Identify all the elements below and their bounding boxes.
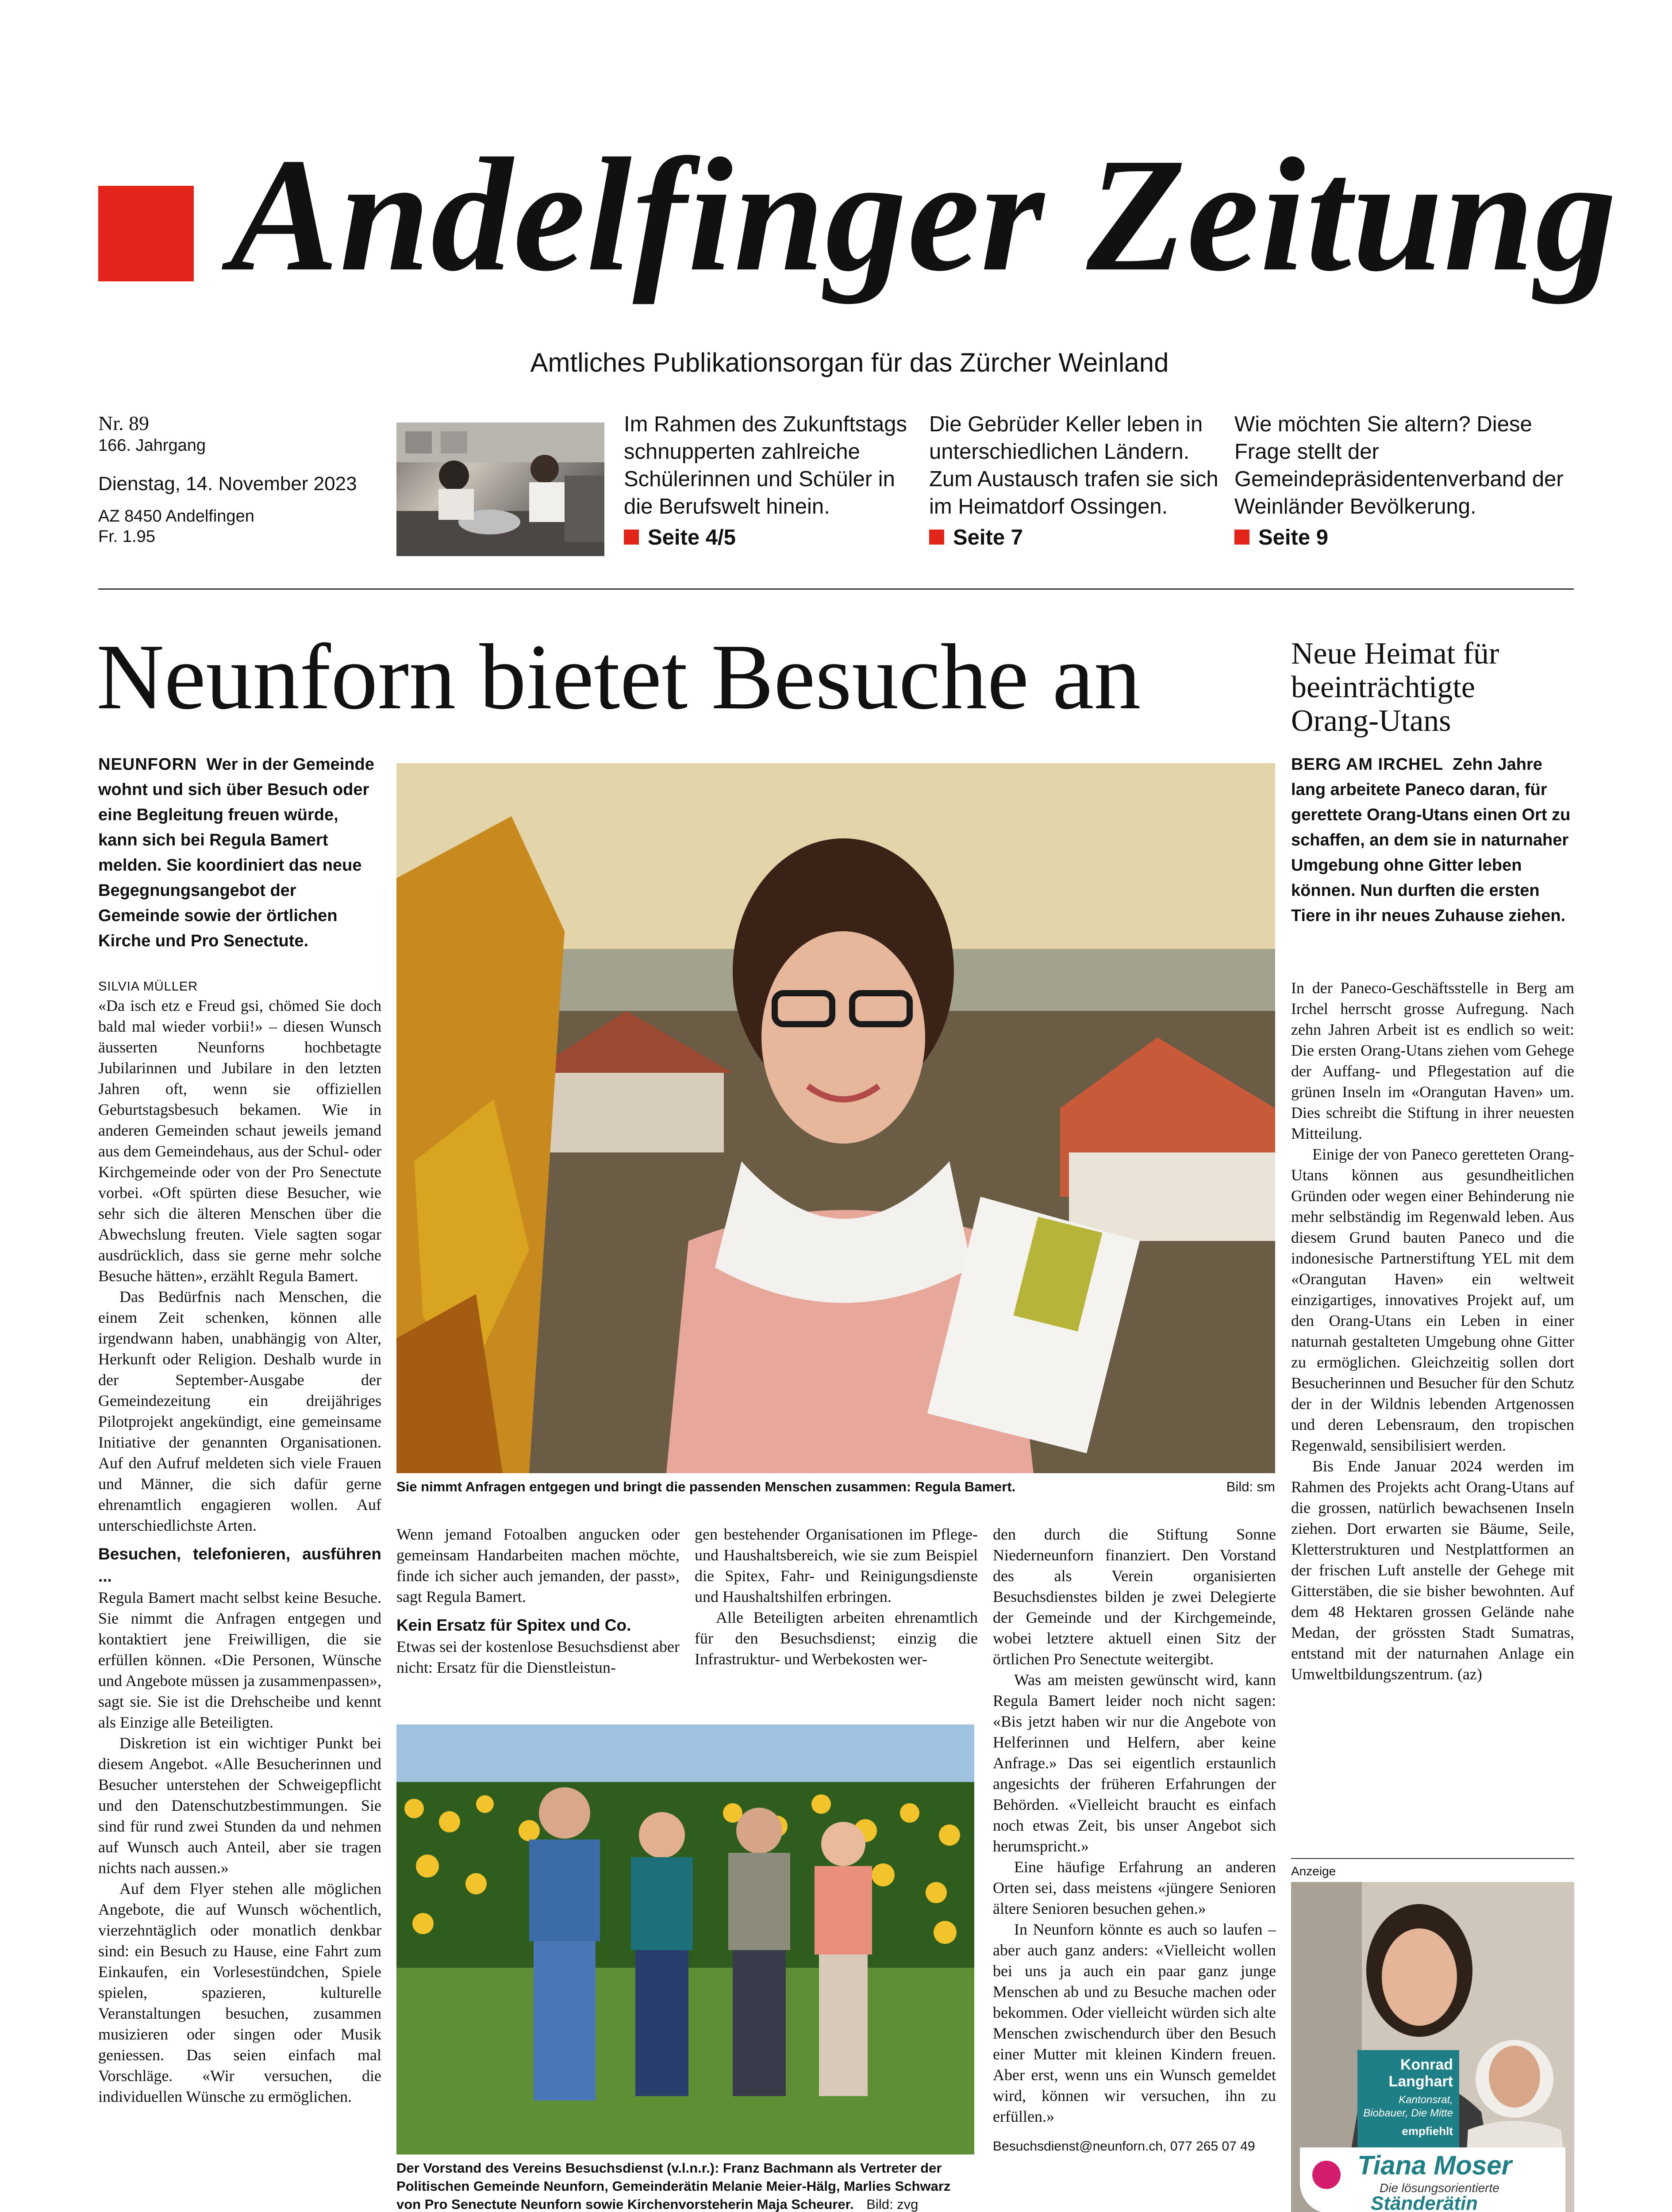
teaser-3[interactable] xyxy=(1234,411,1571,551)
masthead-title: Andelfinger Zeitung xyxy=(230,124,1618,305)
main-photo-regula-bamert[interactable] xyxy=(396,763,1275,1473)
main-dateline: NEUNFORN xyxy=(98,755,197,774)
red-square-icon xyxy=(929,530,944,545)
masthead-red-square xyxy=(98,186,194,281)
portrait-scene-icon xyxy=(396,763,1275,1473)
teaser-1-page-label: Seite 4/5 xyxy=(648,526,736,549)
ad-office: Ständerätin xyxy=(1371,2193,1478,2212)
ad-tiana-moser[interactable] xyxy=(1291,1882,1574,2212)
photo-vorstand-credit: Bild: zvg xyxy=(866,2197,919,2212)
kitchen-scene-icon xyxy=(396,422,604,556)
main-col4-p2: Was am meisten gewünscht wird, kann Regula Bamert leider noch nicht sagen: «Bis jetzt haben wir nur die Angebote von Helferinnen und Helfern, aber keine Anfrage.» Das sei eigentlich erstaunlich angesichts der früheren Erfahrungen der Behörden. «Vielleicht braucht es einfach noch etwas Zeit, bis unser Angebot sich herumspricht.» xyxy=(993,1671,1276,1855)
ad-candidate-box xyxy=(1300,2147,1565,2212)
ad-endorser-panel xyxy=(1357,2050,1459,2147)
main-col4-p1: den durch die Stiftung Sonne Niederneunforn finanziert. Den Vorstand des als Verein organisierten Besuchsdienstes bilden je zwei Delegierte der Gemeinde und der Kirchgemeinde, wobei letztere aktuell einen Sitz der örtlichen Pro Senectute weitergibt. xyxy=(993,1525,1276,1668)
main-contact[interactable]: Besuchsdienst@neunforn.ch, 077 265 07 49 xyxy=(993,2139,1255,2154)
teaser-3-page-label: Seite 9 xyxy=(1258,526,1328,549)
issue-az: AZ 8450 Andelfingen xyxy=(98,507,254,526)
main-col2-p1: Wenn jemand Fotoalben angucken oder gemeinsam Handarbeiten machen möchte, finde ich sicher auch jemanden, der passt», sagt Regula Bamert. xyxy=(396,1525,680,1605)
ad-endorser-name: Konrad Langhart xyxy=(1388,2056,1453,2090)
teaser-2-page[interactable] xyxy=(929,524,1221,551)
side-p1: In der Paneco-Geschäftsstelle in Berg am Irchel herrscht grosse Aufregung. Nach zehn Jahren Arbeit ist es endlich so weit: Die ersten Orang-Utans ziehen vom Gehege der Auffang- und Pflegestation auf die grünen Inseln im «Orangutan Haven» um. Dies schreibt die Stiftung in ihrer neuesten Mitteilung. xyxy=(1291,979,1574,1142)
photo-vorstand-caption-text: Der Vorstand des Vereins Besuchsdienst (v.l.n.r.): Franz Bachmann als Vertreter der Politischen Gemeinde Neunforn, Gemeinderätin Melanie Meier-Hälg, Marlies Schwarz von Pro Senectute Neunforn sowie Kirchenvorsteherin Maja Scheurer. xyxy=(396,2160,951,2212)
photo-vorstand-caption xyxy=(396,2159,974,2212)
masthead-subtitle: Amtliches Publikationsorgan für das Zürcher Weinland xyxy=(530,348,1169,377)
main-col3-p1: gen bestehender Organisationen im Pflege- und Haushaltsbereich, wie sie zum Beispiel die Spitex, Fahr- und Reinigungsdienste und Haushaltshilfen erbringen. xyxy=(695,1525,978,1605)
issue-info xyxy=(98,411,381,547)
teaser-3-page[interactable] xyxy=(1234,524,1571,551)
main-col2b-p1: Etwas sei der kostenlose Besuchsdienst aber nicht: Ersatz für die Dienstleistun- xyxy=(396,1638,680,1676)
main-col-4 xyxy=(993,1524,1276,2156)
side-lead-text: Zehn Jahre lang arbeitete Paneco daran, für gerettete Orang-Utans einen Ort zu schaffen, an dem sie in naturnaher Umgebung ohne Gitter leben können. Nun durften die ersten Tiere in ihr neues Zuhause ziehen. xyxy=(1291,755,1571,925)
ad-divider xyxy=(1291,1858,1574,1859)
main-author: SILVIA MÜLLER xyxy=(98,979,198,994)
teaser-photo-zukunftstag[interactable] xyxy=(396,422,604,556)
main-subhead-2: Kein Ersatz für Spitex und Co. xyxy=(396,1616,631,1634)
side-p2: Einige der von Paneco geretteten Orang-Utans können aus gesundheitlichen Gründen oder wegen einer Behinderung nie mehr selbständig im Regenwald leben. Aus diesem Grund bauten Paneco und die indonesische Partnerstiftung YEL mit dem «Orangutan Haven» ein weltweit einzigartiges, innovatives Projekt auf, um den Orang-Utans ein Leben in einer naturnah gestalteten Umgebung ohne Gitter zu ermöglichen. Gleichzeitig sollen dort Besucherinnen und Besucher für den Schutz der in der Wildnis lebenden Artgenossen und deren Lebensraum, den tropischen Regenwald, sensibilisiert werden. xyxy=(1291,1145,1574,1454)
issue-volume: 166. Jahrgang xyxy=(98,436,206,455)
ad-endorser-role: Kantonsrat, Biobauer, Die Mitte xyxy=(1363,2094,1453,2119)
ad-endorses: empfiehlt xyxy=(1402,2124,1453,2138)
teaser-1-page[interactable] xyxy=(624,524,907,551)
main-col-2 xyxy=(396,1524,680,1678)
teaser-2-page-label: Seite 7 xyxy=(953,526,1023,549)
ad-candidate-name: Tiana Moser xyxy=(1357,2151,1512,2180)
main-lead-text: Wer in der Gemeinde wohnt und sich über Besuch oder eine Begleitung freuen würde, kann sich bei Regula Bamert melden. Sie koordiniert das neue Begegnungsangebot der Gemeinde sowie der örtlichen Kirche und Pro Senectute. xyxy=(98,755,374,950)
issue-number: Nr. 89 xyxy=(98,412,149,434)
side-dateline: BERG AM IRCHEL xyxy=(1291,755,1444,774)
main-headline: Neunforn bietet Besuche an xyxy=(96,625,1141,729)
teaser-2-text: Die Gebrüder Keller leben in unterschiedlichen Ländern. Zum Austausch trafen sie sich im Heimatdorf Ossingen. xyxy=(929,412,1218,518)
teaser-2[interactable] xyxy=(929,411,1221,551)
issue-price: Fr. 1.95 xyxy=(98,527,155,546)
issue-date: Dienstag, 14. November 2023 xyxy=(98,473,357,495)
main-subhead-1: Besuchen, telefonieren, ausführen ... xyxy=(98,1545,381,1585)
main-photo-credit: Bild: sm xyxy=(1226,1479,1275,1494)
main-col1-p2: Das Bedürfnis nach Menschen, die einem Zeit schenken, können alle irgendwann haben, unabhängig von Alter, Herkunft oder Religion. Deshalb wurde in der September-Ausgabe der Gemeindezeitung ein dreijähriges Pilotprojekt angekündigt, eine gemeinsame Initiative der genannten Organisationen. Auf den Aufruf meldeten sich viele Frauen und Männer, die sich dafür gerne ehrenamtlich engagieren wollen. Auf unterschiedlichste Arten. xyxy=(98,1288,381,1534)
teaser-1-text: Im Rahmen des Zukunftstags schnupperten zahlreiche Schülerinnen und Schüler in die Berufswelt hinein. xyxy=(624,412,907,518)
ad-pink-dot-icon xyxy=(1312,2161,1341,2189)
main-col1-p1: «Da isch etz e Freud gsi, chömed Sie doch bald mal wieder vorbii!» – diesen Wunsch äusserten Neunforns hochbetagte Jubilarinnen und Jubilare in den letzten Jahren oft, wenn sie offiziellen Geburtstagsbesuch bekamen. Wie in anderen Gemeinden schaut jeweils jemand aus dem Gemeindehaus, aus der Schul- oder Kirchgemeinde oder von der Pro Senectute vorbei. «Oft spürten diese Besucher, wie sehr sich die älteren Menschen über die Abwechslung freuten. Viele sagten sogar ausdrücklich, dass sie gerne mehr solche Besuche hätten», erzählt Regula Bamert. xyxy=(98,997,381,1285)
red-square-icon xyxy=(1234,530,1249,545)
main-col1b-p1: Regula Bamert macht selbst keine Besuche. Sie nimmt die Anfragen entgegen und kontaktiert jene Freiwilligen, die sie erfüllen können. «Die Personen, Wünsche und Angebote müssen ja zusammenpassen», sagt sie. Sie ist die Drehscheibe und kennt als Einzige alle Beteiligten. xyxy=(98,1589,381,1731)
main-col-1 xyxy=(98,978,381,2107)
side-lead xyxy=(1291,752,1574,929)
ad-tagline: Die lösungsorientierte xyxy=(1380,2181,1499,2195)
sunflower-field-icon xyxy=(396,1724,974,2154)
photo-vorstand[interactable] xyxy=(396,1724,974,2154)
top-divider xyxy=(98,588,1574,590)
red-square-icon xyxy=(624,530,639,545)
teaser-1[interactable] xyxy=(624,411,907,551)
teaser-3-text: Wie möchten Sie altern? Diese Frage stellt der Gemeindepräsidentenverband der Weinländer Bevölkerung. xyxy=(1234,412,1564,518)
main-col4-p3: Eine häufige Erfahrung an anderen Orten sei, dass meistens «jüngere Senioren ältere Senioren besuchen gehen.» xyxy=(993,1858,1276,1917)
side-p3: Bis Ende Januar 2024 werden im Rahmen des Projekts acht Orang-Utans auf die grossen, natürlich bewachsenen Inseln ziehen. Dort erwarten sie Bäume, Seile, Kletterstrukturen und Nestplattformen an der frischen Luft anstelle der Gehege mit Gitterstäben, die sie bisher bewohnten. Auf dem 48 Hektaren grossen Gelände nahe Medan, der grössten Stadt Sumatras, entstand mit der naturnahen Anlage ein Umweltbildungszentrum. (az) xyxy=(1291,1457,1574,1683)
side-headline: Neue Heimat für beeinträchtigte Orang-Utans xyxy=(1291,637,1499,738)
main-col3-p2: Alle Beteiligten arbeiten ehrenamtlich für den Besuchsdienst; einzig die Infrastruktur- und Werbekosten wer- xyxy=(695,1609,978,1668)
main-col4-p4: In Neunforn könnte es auch so laufen – aber auch ganz anders: «Vielleicht wollen bei uns ja auch ein paar ganz junge Menschen ab und zu Besuche machen oder bekommen. Oder vielleicht würden sich alte Menschen zwischendurch über den Besuch einer Mutter mit kleinen Kindern freuen. Aber erst, wenn uns ein Wunsch gemeldet wird, können wir versuchen, ihn zu erfüllen.» xyxy=(993,1920,1276,2125)
main-photo-caption xyxy=(396,1478,1275,1496)
main-col-3 xyxy=(695,1524,978,1670)
main-col1b-p3: Auf dem Flyer stehen alle möglichen Angebote, die auf Wunsch wöchentlich, vierzehntäglich oder monatlich denkbar sind: ein Besuch zu Hause, eine Fahrt zum Einkaufen, ein Vorlesestündchen, Spiele spielen, spazieren, kulturelle Veranstaltungen besuchen, zusammen musizieren oder singen oder Musik geniessen. Das seien einfach mal Vorschläge. «Wir versuchen, die individuellen Wünsche zu ermöglichen. xyxy=(98,1880,381,2105)
main-lead xyxy=(98,752,381,954)
ad-label: Anzeige xyxy=(1291,1864,1336,1878)
main-photo-caption-text: Sie nimmt Anfragen entgegen und bringt die passenden Menschen zusammen: Regula Bamert. xyxy=(396,1479,1016,1494)
side-body xyxy=(1291,978,1574,1685)
main-col1b-p2: Diskretion ist ein wichtiger Punkt bei diesem Angebot. «Alle Besucherinnen und Besucher unterstehen der Schweigepflicht und den Datenschutzbestimmungen. Sie sind für rund zwei Stunden da und nehmen auf Wunsch auch Anteil, aber sie tragen nichts nach aussen.» xyxy=(98,1734,381,1877)
